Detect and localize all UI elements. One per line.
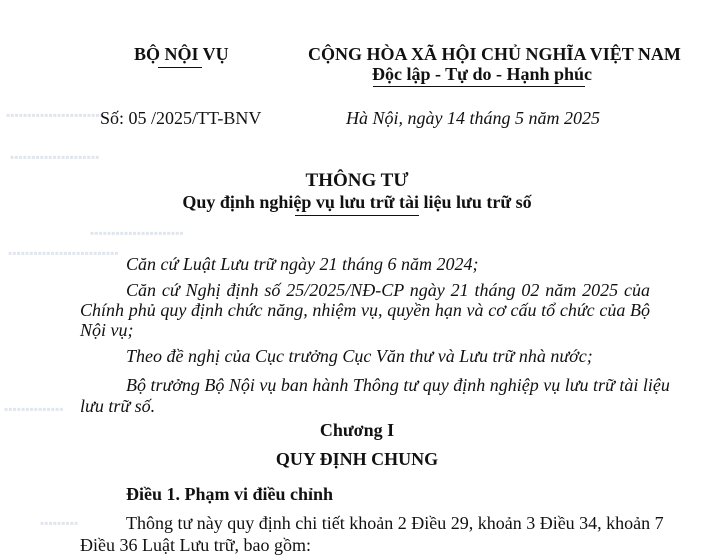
article-line-2: Điều 36 Luật Lưu trữ, bao gồm: — [80, 535, 311, 555]
document-number: Số: 05 /2025/TT-BNV — [100, 108, 262, 128]
decree-line-1: Căn cứ Nghị định số 25/2025/NĐ-CP ngày 21 tháng 02 năm 2025 của — [126, 280, 650, 300]
ministry-name: BỘ NỘI VỤ — [134, 44, 229, 64]
bleed-through-text: ▪▪▪▪▪▪▪▪▪▪▪▪▪▪ — [4, 402, 64, 416]
issuance-line-2: lưu trữ số. — [80, 396, 156, 416]
document-type: THÔNG TƯ — [305, 170, 409, 191]
legal-basis-decree-cont — [80, 299, 650, 321]
country-name: CỘNG HÒA XÃ HỘI CHỦ NGHĨA VIỆT NAM — [308, 44, 681, 64]
bleed-through-text: ▪▪▪▪▪▪▪▪▪▪▪▪▪▪▪▪▪▪▪▪▪▪▪ — [6, 108, 104, 122]
national-motto: Độc lập - Tự do - Hạnh phúc — [372, 64, 593, 84]
bleed-through-text: ▪▪▪▪▪▪▪▪▪ — [40, 516, 79, 530]
chapter-label: Chương I — [319, 420, 395, 440]
bleed-through-text: ▪▪▪▪▪▪▪▪▪▪▪▪▪▪▪▪▪▪▪▪▪▪▪▪▪▪ — [8, 246, 119, 260]
decree-line-2: Chính phủ quy định chức năng, nhiệm vụ, quyền hạn và cơ cấu tổ chức của Bộ — [80, 300, 650, 320]
decree-line-3: Nội vụ; — [80, 320, 134, 340]
place-date: Hà Nội, ngày 14 tháng 5 năm 2025 — [346, 108, 600, 128]
article-text — [126, 512, 664, 534]
document-subject: Quy định nghiệp vụ lưu trữ tài liệu lưu trữ số — [182, 192, 532, 212]
ministry-underline — [158, 67, 202, 68]
issuance-statement — [126, 374, 670, 396]
article-line-1: Thông tư này quy định chi tiết khoản 2 Điều 29, khoản 3 Điều 34, khoản 7 — [126, 513, 664, 533]
bleed-through-text: ▪▪▪▪▪▪▪▪▪▪▪▪▪▪▪▪▪▪▪▪▪ — [10, 150, 100, 164]
subject-underline — [295, 215, 419, 216]
legal-basis-decree — [126, 279, 650, 301]
proposal-line: Theo đề nghị của Cục trưởng Cục Văn thư và Lưu trữ nhà nước; — [126, 346, 593, 366]
bleed-through-text: ▪▪▪▪▪▪▪▪▪▪▪▪▪▪▪▪▪▪▪▪▪▪ — [90, 226, 184, 240]
issuance-line-1: Bộ trưởng Bộ Nội vụ ban hành Thông tư quy định nghiệp vụ lưu trữ tài liệu — [126, 375, 670, 395]
legal-basis-law: Căn cứ Luật Lưu trữ ngày 21 tháng 6 năm 2024; — [126, 254, 479, 274]
article-title: Điều 1. Phạm vi điều chỉnh — [126, 484, 334, 504]
motto-underline — [373, 86, 585, 87]
chapter-name: QUY ĐỊNH CHUNG — [275, 449, 439, 469]
